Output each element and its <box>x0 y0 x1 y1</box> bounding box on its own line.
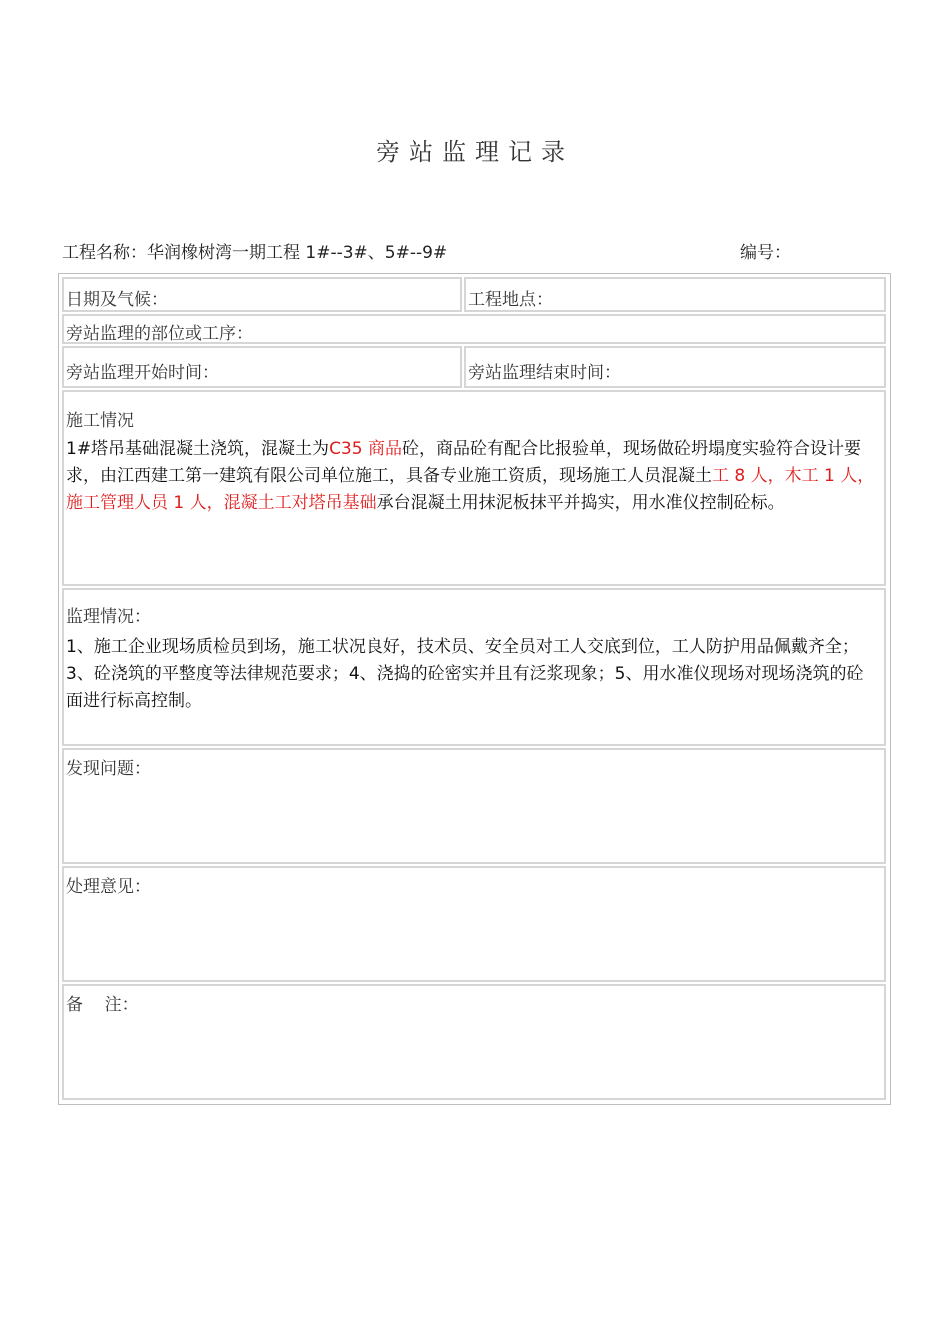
part-label: 旁站监理的部位或工序： <box>66 324 253 344</box>
supervision-text: 1、施工企业现场质检员到场，施工状况良好，技术员、安全员对工人交底到位，工人防护用品佩戴齐全；3、砼浇筑的平整度等法律规范要求；4、浇捣的砼密实并且有泛浆现象；5、用水准仪现场对现场浇筑的砼面进行标高控制。 <box>66 637 864 711</box>
construction-cell[interactable] <box>62 390 886 586</box>
location-label: 工程地点： <box>468 290 553 310</box>
construction-text <box>66 436 880 517</box>
construction-text-part3: 承台混凝土用抹泥板抹平并捣实，用水准仪控制砼标。 <box>376 493 785 513</box>
record-table <box>58 273 891 1105</box>
problems-cell[interactable] <box>62 748 886 864</box>
supervision-label: 监理情况： <box>66 607 151 627</box>
date-weather-label: 日期及气候： <box>66 290 168 310</box>
remarks-cell[interactable] <box>62 984 886 1100</box>
problems-label: 发现问题： <box>66 759 151 779</box>
construction-label: 施工情况 <box>66 411 134 431</box>
start-time-label: 旁站监理开始时间： <box>66 363 219 383</box>
end-time-label: 旁站监理结束时间： <box>468 363 621 383</box>
construction-text-part2: 砼，商品砼有配合比报验单，现场做砼坍塌度实验符合设计要求，由江西建工第一建筑有限公司单位施工，具备专业施工资质，现场施工人员混凝土 <box>66 439 861 486</box>
start-time-cell[interactable] <box>62 346 462 388</box>
construction-text-part1: 1#塔吊基础混凝土浇筑，混凝土为 <box>66 439 330 459</box>
page-title: 旁站监理记录 <box>376 138 574 166</box>
construction-highlight-1: C35 商品 <box>329 439 402 459</box>
handling-label: 处理意见： <box>66 877 151 897</box>
handling-cell[interactable] <box>62 866 886 982</box>
record-number-label: 编号： <box>740 243 791 263</box>
project-name: 工程名称：华润橡树湾一期工程 1#--3#、5#--9# <box>62 243 448 263</box>
part-cell[interactable] <box>62 314 886 344</box>
end-time-cell[interactable] <box>464 346 886 388</box>
supervision-cell[interactable] <box>62 588 886 746</box>
remarks-label: 备 注： <box>66 995 139 1015</box>
location-cell[interactable] <box>464 277 886 312</box>
date-weather-cell[interactable] <box>62 277 462 312</box>
construction-highlight-2: 工 8 人，木工 1 人，施工管理人员 1 人，混凝土工对塔吊基础 <box>66 466 875 513</box>
